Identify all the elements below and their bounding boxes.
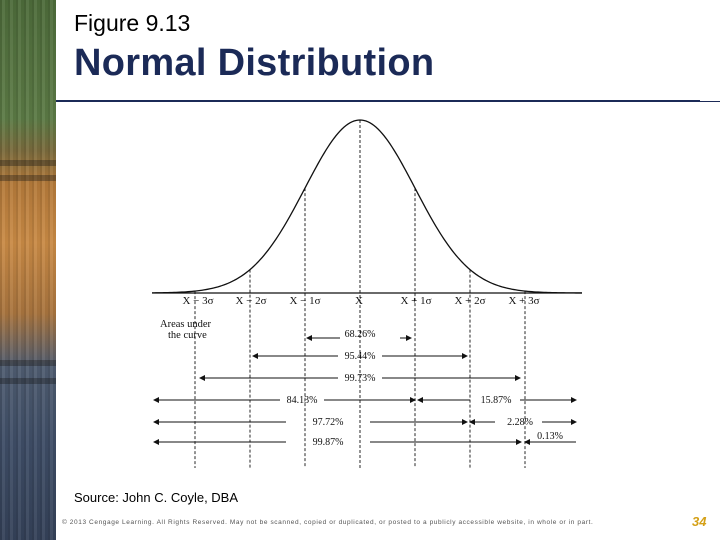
pct-within-3-sigma: 99.73%: [344, 373, 376, 384]
sigma-lines: [195, 120, 525, 468]
title-divider: [56, 100, 700, 102]
source-credit: Source: John C. Coyle, DBA: [74, 490, 239, 505]
axis-label-plus-1: X + 1σ: [400, 295, 432, 307]
areas-caption-line2: the curve: [168, 330, 207, 341]
pct-left-2-sigma: 97.72%: [312, 417, 344, 428]
pct-right-1-sigma: 15.87%: [480, 395, 512, 406]
axis-label-minus-3: X − 3σ: [182, 295, 214, 307]
title-divider-tail: [700, 101, 720, 102]
axis-label-plus-3: X + 3σ: [508, 295, 540, 307]
figure-label: Figure 9.13: [74, 10, 191, 36]
pct-within-2-sigma: 95.44%: [344, 351, 376, 362]
bell-curve: [152, 120, 582, 293]
page-number: 34: [692, 514, 707, 529]
pct-right-2-sigma: 2.28%: [507, 417, 533, 428]
areas-caption-line1: Areas under: [160, 319, 212, 330]
pct-left-3-sigma: 99.87%: [312, 437, 344, 448]
decorative-sidebar: [0, 0, 56, 540]
pct-right-3-sigma: 0.13%: [537, 431, 563, 442]
normal-distribution-diagram: [140, 108, 600, 473]
axis-label-plus-2: X + 2σ: [454, 295, 486, 307]
page-title: Normal Distribution: [74, 42, 435, 84]
axis-label-minus-2: X − 2σ: [235, 295, 267, 307]
pct-within-1-sigma: 68.26%: [344, 329, 376, 340]
pct-left-1-sigma: 84.13%: [286, 395, 318, 406]
axis-label-minus-1: X − 1σ: [289, 295, 321, 307]
axis-label-mean: X: [355, 295, 363, 307]
copyright-footer: © 2013 Cengage Learning. All Rights Reserved. May not be scanned, copied or duplicated, or posted to a publicly accessible website, in whole or in part.: [62, 519, 594, 526]
